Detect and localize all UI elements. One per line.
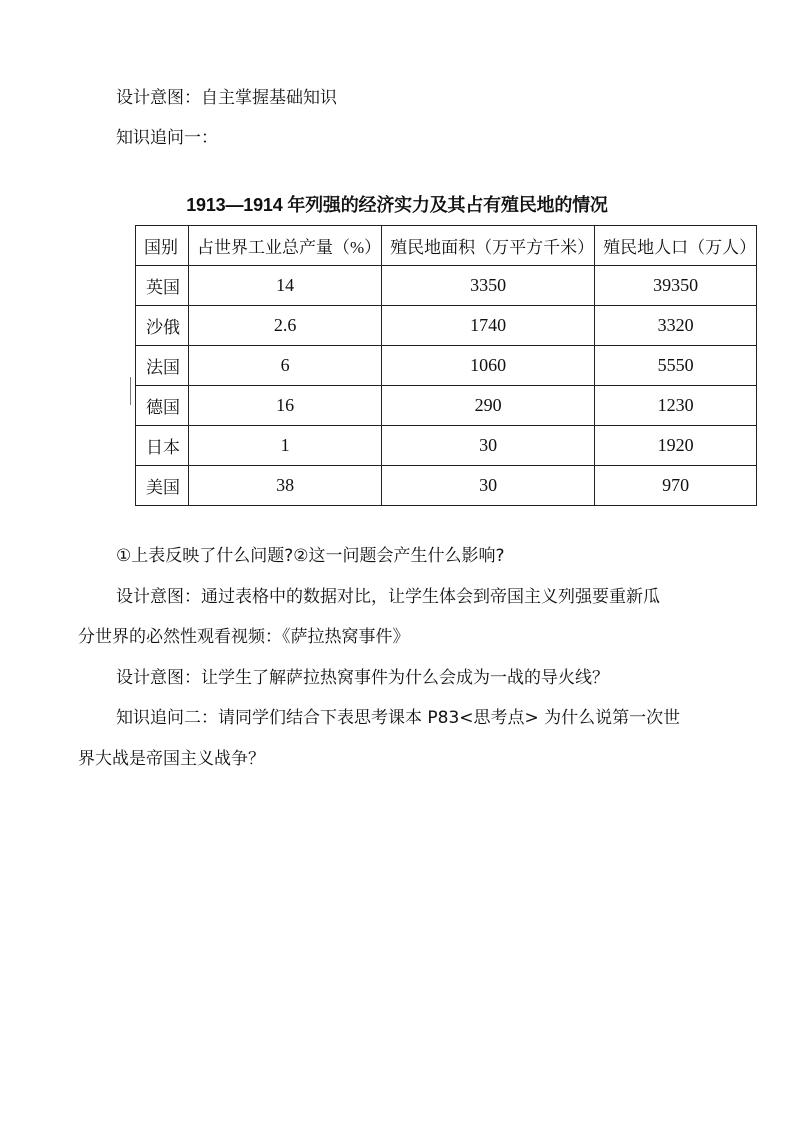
cell-colony-area: 1060 <box>382 346 595 386</box>
design-intent-1: 设计意图：自主掌握基础知识 <box>116 88 337 108</box>
cell-colony-population: 5550 <box>595 346 757 386</box>
table-header-row <box>136 226 757 266</box>
cell-colony-population: 39350 <box>595 266 757 306</box>
cell-industrial-share: 16 <box>189 386 382 426</box>
table-row <box>136 426 757 466</box>
cell-colony-area: 1740 <box>382 306 595 346</box>
cell-industrial-share: 6 <box>189 346 382 386</box>
knowledge-question-2-line-1: 知识追问二：请同学们结合下表思考课本 P83<思考点> 为什么说第一次世 <box>116 708 681 728</box>
cell-industrial-share: 2.6 <box>189 306 382 346</box>
cell-colony-population: 3320 <box>595 306 757 346</box>
cell-country: 日本 <box>136 426 189 466</box>
header-colony-area: 殖民地面积（万平方千米） <box>382 226 595 266</box>
header-industrial-share: 占世界工业总产量（%） <box>189 226 382 266</box>
cell-colony-area: 30 <box>382 466 595 506</box>
cell-colony-area: 3350 <box>382 266 595 306</box>
cell-industrial-share: 38 <box>189 466 382 506</box>
knowledge-question-2-line-2: 界大战是帝国主义战争？ <box>78 749 265 769</box>
header-colony-population: 殖民地人口（万人） <box>595 226 757 266</box>
cell-colony-area: 290 <box>382 386 595 426</box>
cell-country: 英国 <box>136 266 189 306</box>
cell-country: 德国 <box>136 386 189 426</box>
design-intent-2-line-2: 分世界的必然性观看视频：《萨拉热窝事件》 <box>78 627 410 647</box>
cell-colony-population: 1230 <box>595 386 757 426</box>
margin-mark <box>130 377 131 405</box>
powers-colonies-table <box>135 225 757 506</box>
cell-country: 沙俄 <box>136 306 189 346</box>
table-row <box>136 386 757 426</box>
table-row <box>136 306 757 346</box>
question-text: ①上表反映了什么问题?②这一问题会产生什么影响? <box>116 546 505 566</box>
cell-industrial-share: 1 <box>189 426 382 466</box>
design-intent-3: 设计意图：让学生了解萨拉热窝事件为什么会成为一战的导火线？ <box>116 668 609 688</box>
cell-country: 美国 <box>136 466 189 506</box>
cell-colony-population: 970 <box>595 466 757 506</box>
table-row <box>136 466 757 506</box>
cell-colony-area: 30 <box>382 426 595 466</box>
table-title: 1913—1914 年列强的经济实力及其占有殖民地的情况 <box>186 195 608 215</box>
cell-industrial-share: 14 <box>189 266 382 306</box>
table-row <box>136 266 757 306</box>
table-row <box>136 346 757 386</box>
design-intent-2-line-1: 设计意图：通过表格中的数据对比，让学生体会到帝国主义列强要重新瓜 <box>116 587 660 607</box>
knowledge-question-1-label: 知识追问一： <box>116 128 218 148</box>
cell-country: 法国 <box>136 346 189 386</box>
cell-colony-population: 1920 <box>595 426 757 466</box>
header-country: 国别 <box>136 226 189 266</box>
